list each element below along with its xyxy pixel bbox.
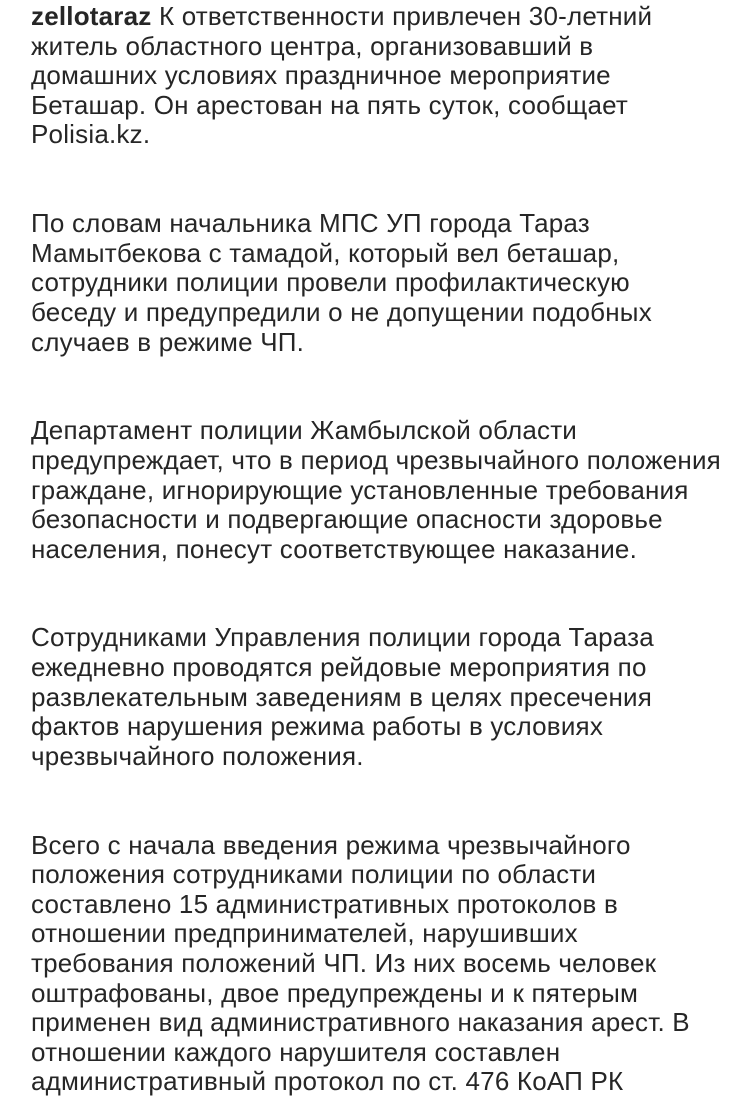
caption-paragraph-1 xyxy=(31,2,722,150)
paragraph-gap xyxy=(31,564,722,623)
caption-paragraph-2: По словам начальника МПС УП города Тараз Мамытбекова с тамадой, который вел беташар, сотрудники полиции провели профилактическую беседу и предупредили о не допущении подобных случаев в режиме ЧП. xyxy=(31,208,652,357)
caption-paragraph-1-text: К ответственности привлечен 30-летний житель областного центра, организовавший в домашних условиях праздничное мероприятие Беташар. Он арестован на пять суток, сообщает Polisia.kz. xyxy=(31,1,653,150)
username-link[interactable]: zellotaraz xyxy=(31,1,152,31)
post-caption xyxy=(31,2,722,1097)
caption-paragraph-3: Департамент полиции Жамбылской области предупреждает, что в период чрезвычайного положения граждане, игнорирующие установленные требования безопасности и подвергающие опасности здоровье населения, понесут соответствующее наказание. xyxy=(31,415,721,564)
paragraph-gap xyxy=(31,771,722,830)
caption-paragraph-4: Сотрудниками Управления полиции города Тараза ежедневно проводятся рейдовые мероприятия по развлекательным заведениям в целях пресечения фактов нарушения режима работы в условиях чрезвычайного положения. xyxy=(31,622,654,771)
paragraph-gap xyxy=(31,150,722,209)
paragraph-gap xyxy=(31,357,722,416)
caption-paragraph-5: Всего с начала введения режима чрезвычайного положения сотрудниками полиции по области составлено 15 административных протоколов в отношении предпринимателей, нарушивших требования положений ЧП. Из них восемь человек оштрафованы, двое предупреждены и к пятерым применен вид административного наказания арест. В отношении каждого нарушителя составлен административный протокол по ст. 476 КоАП РК xyxy=(31,829,690,1097)
